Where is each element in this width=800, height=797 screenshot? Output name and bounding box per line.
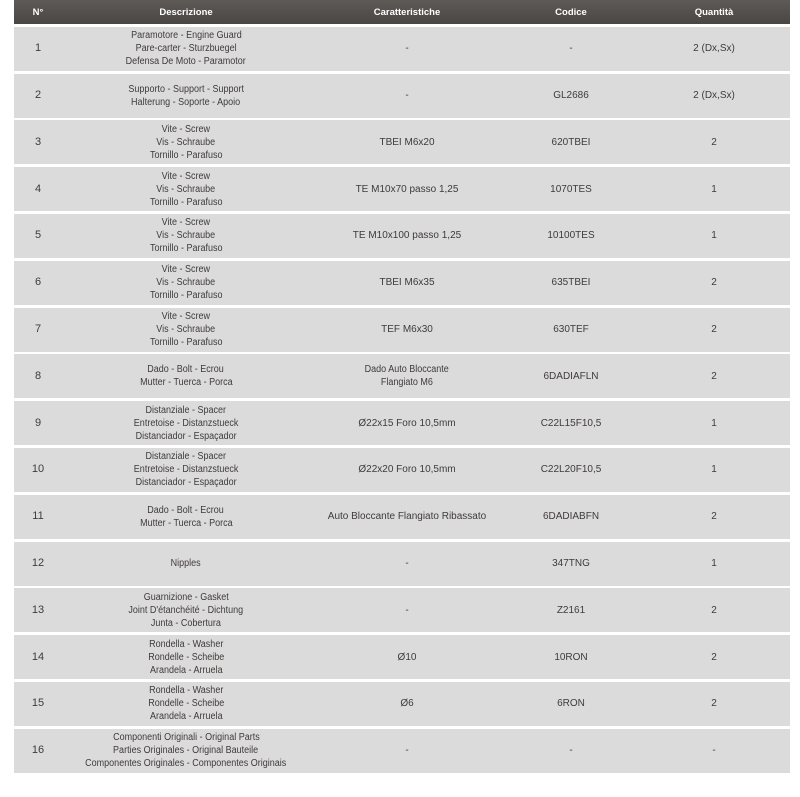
row-features: Auto Bloccante Flangiato Ribassato: [327, 511, 487, 523]
row-features: TEF M6x30: [381, 324, 433, 336]
header-descrizione: Descrizione: [159, 6, 213, 18]
row-quantity: 2: [711, 324, 717, 336]
row-description-line: Paramotore - Engine Guard: [130, 30, 242, 42]
row-description-line: Tornillo - Parafuso: [149, 337, 223, 349]
row-description-line: Componenti Originali - Original Parts: [112, 732, 260, 744]
row-quantity: 1: [711, 183, 717, 195]
row-description-line: Guarnizione - Gasket: [143, 591, 229, 603]
table-row: [14, 542, 790, 586]
row-number: 2: [34, 89, 42, 102]
row-quantity: -: [712, 745, 716, 757]
row-description-line: Vite - Screw: [161, 264, 211, 276]
row-description-line: Vite - Screw: [161, 217, 211, 229]
row-description: [62, 638, 310, 677]
row-features: Ø22x15 Foro 10,5mm: [358, 417, 456, 429]
row-features: Ø22x20 Foro 10,5mm: [358, 464, 456, 476]
row-description-line: Dado - Bolt - Ecrou: [147, 364, 225, 376]
row-description-line: Tornillo - Parafuso: [149, 243, 223, 255]
row-code: -: [569, 43, 573, 55]
row-description-line: Halterung - Soporte - Apoio: [131, 96, 241, 108]
row-features-line: Flangiato M6: [380, 377, 434, 389]
row-features: -: [405, 558, 409, 570]
row-description: [62, 216, 310, 255]
row-features: -: [405, 604, 409, 616]
row-description: [62, 591, 310, 630]
row-number: 6: [34, 276, 42, 289]
row-description-line: Arandela - Arruela: [149, 711, 223, 723]
row-code: 1070TES: [550, 183, 592, 195]
table-body: [14, 27, 790, 773]
row-description-line: Junta - Cobertura: [150, 617, 222, 629]
header-caratteristiche: Caratteristiche: [373, 6, 441, 18]
row-description-line: Defensa De Moto - Paramotor: [125, 56, 247, 68]
row-description-line: Rondelle - Scheibe: [147, 651, 225, 663]
row-quantity: 1: [711, 230, 717, 242]
parts-table: [14, 0, 790, 773]
row-quantity: 2: [711, 651, 717, 663]
row-features: TE M10x70 passo 1,25: [355, 183, 459, 195]
row-description-line: Rondella - Washer: [148, 638, 224, 650]
row-description-line: Vis - Schraube: [156, 183, 216, 195]
row-description-line: Arandela - Arruela: [149, 664, 223, 676]
row-description-line: Joint D'étanchéité - Dichtung: [128, 604, 244, 616]
header-quantita: Quantità: [694, 6, 734, 18]
row-description-line: Entretoise - Distanzstueck: [133, 417, 239, 429]
row-code: -: [569, 745, 573, 757]
row-description-line: Vis - Schraube: [156, 324, 216, 336]
row-code: GL2686: [553, 90, 589, 102]
row-number: 1: [34, 42, 42, 55]
row-quantity: 1: [711, 464, 717, 476]
header-codice: Codice: [555, 6, 587, 18]
row-description-line: Vite - Screw: [161, 311, 211, 323]
table-row: [14, 729, 790, 773]
table-row: [14, 167, 790, 211]
row-quantity: 2: [711, 511, 717, 523]
row-quantity: 2: [711, 370, 717, 382]
row-description-line: Vis - Schraube: [156, 230, 216, 242]
row-number: 3: [34, 135, 42, 148]
table-row: [14, 448, 790, 492]
row-description-line: Componentes Originales - Componentes Originais: [85, 758, 287, 770]
table-row: [14, 635, 790, 679]
row-features: TBEI M6x35: [379, 277, 435, 289]
row-number: 4: [34, 182, 42, 195]
row-description-line: Distanziale - Spacer: [145, 404, 227, 416]
row-description-line: Vis - Schraube: [156, 136, 216, 148]
table-header: [14, 0, 790, 24]
row-features: TE M10x100 passo 1,25: [352, 230, 462, 242]
row-number: 15: [31, 697, 45, 710]
row-description: [62, 684, 310, 723]
row-quantity: 2 (Dx,Sx): [693, 90, 735, 102]
row-description-line: Parties Originales - Original Bauteile: [113, 745, 259, 757]
row-description: [62, 363, 310, 389]
row-description: [62, 170, 310, 209]
row-features: Ø10: [397, 651, 417, 663]
table-row: [14, 682, 790, 726]
row-quantity: 2: [711, 277, 717, 289]
row-description: [62, 310, 310, 349]
row-description-line: Dado - Bolt - Ecrou: [147, 504, 225, 516]
row-description-line: Distanciador - Espaçador: [135, 430, 237, 442]
table-row: [14, 588, 790, 632]
row-number: 10: [31, 463, 45, 476]
table-row: [14, 401, 790, 445]
row-description-line: Nipples: [170, 558, 202, 570]
row-code: 630TEF: [553, 324, 589, 336]
row-number: 16: [31, 744, 45, 757]
row-description-line: Rondelle - Scheibe: [147, 698, 225, 710]
row-code: 6RON: [557, 698, 585, 710]
row-number: 7: [34, 323, 42, 336]
row-code: 347TNG: [552, 558, 590, 570]
row-description: [62, 504, 310, 530]
table-row: [14, 354, 790, 398]
row-description: [62, 450, 310, 489]
table-row: [14, 27, 790, 71]
row-description-line: Mutter - Tuerca - Porca: [139, 377, 233, 389]
table-row: [14, 120, 790, 164]
row-quantity: 1: [711, 558, 717, 570]
row-code: C22L20F10,5: [540, 464, 602, 476]
row-features: Ø6: [400, 698, 414, 710]
row-number: 5: [34, 229, 42, 242]
row-features: TBEI M6x20: [379, 136, 435, 148]
row-number: 13: [31, 603, 45, 616]
row-code: C22L15F10,5: [540, 417, 602, 429]
row-description: [62, 557, 310, 570]
row-quantity: 2: [711, 136, 717, 148]
header-num: N°: [32, 6, 44, 18]
row-number: 14: [31, 650, 45, 663]
row-description-line: Distanziale - Spacer: [145, 451, 227, 463]
row-code: Z2161: [556, 604, 586, 616]
row-description-line: Vis - Schraube: [156, 277, 216, 289]
row-description-line: Tornillo - Parafuso: [149, 290, 223, 302]
row-description-line: Distanciador - Espaçador: [135, 477, 237, 489]
row-quantity: 2 (Dx,Sx): [693, 43, 735, 55]
row-quantity: 2: [711, 698, 717, 710]
row-description: [62, 404, 310, 443]
row-description: [62, 263, 310, 302]
row-number: 12: [31, 557, 45, 570]
row-description: [62, 83, 310, 109]
row-number: 11: [32, 510, 44, 523]
table-row: [14, 74, 790, 118]
row-features: -: [405, 90, 409, 102]
row-features-line: Dado Auto Bloccante: [364, 364, 450, 376]
table-row: [14, 495, 790, 539]
row-description-line: Vite - Screw: [161, 123, 211, 135]
row-description: [62, 29, 310, 68]
row-code: 6DADIAFLN: [543, 370, 599, 382]
row-description-line: Mutter - Tuerca - Porca: [139, 517, 233, 529]
row-features: -: [405, 43, 409, 55]
row-number: 8: [34, 369, 42, 382]
row-description-line: Tornillo - Parafuso: [149, 149, 223, 161]
row-code: 10RON: [554, 651, 588, 663]
row-code: 635TBEI: [551, 277, 591, 289]
table-row: [14, 261, 790, 305]
row-code: 620TBEI: [551, 136, 591, 148]
row-features: -: [405, 745, 409, 757]
table-row: [14, 308, 790, 352]
row-code: 6DADIABFN: [542, 511, 600, 523]
row-quantity: 1: [711, 417, 717, 429]
row-description-line: Supporto - Support - Support: [128, 83, 244, 95]
row-description: [62, 123, 310, 162]
row-features: [310, 363, 504, 389]
row-description-line: Rondella - Washer: [148, 685, 224, 697]
row-description-line: Entretoise - Distanzstueck: [133, 464, 239, 476]
row-code: 10100TES: [547, 230, 595, 242]
table-row: [14, 214, 790, 258]
row-description-line: Tornillo - Parafuso: [149, 196, 223, 208]
row-quantity: 2: [711, 604, 717, 616]
row-description: [62, 731, 310, 770]
row-number: 9: [34, 416, 42, 429]
row-description-line: Vite - Screw: [161, 170, 211, 182]
row-description-line: Pare-carter - Sturzbuegel: [135, 43, 237, 55]
